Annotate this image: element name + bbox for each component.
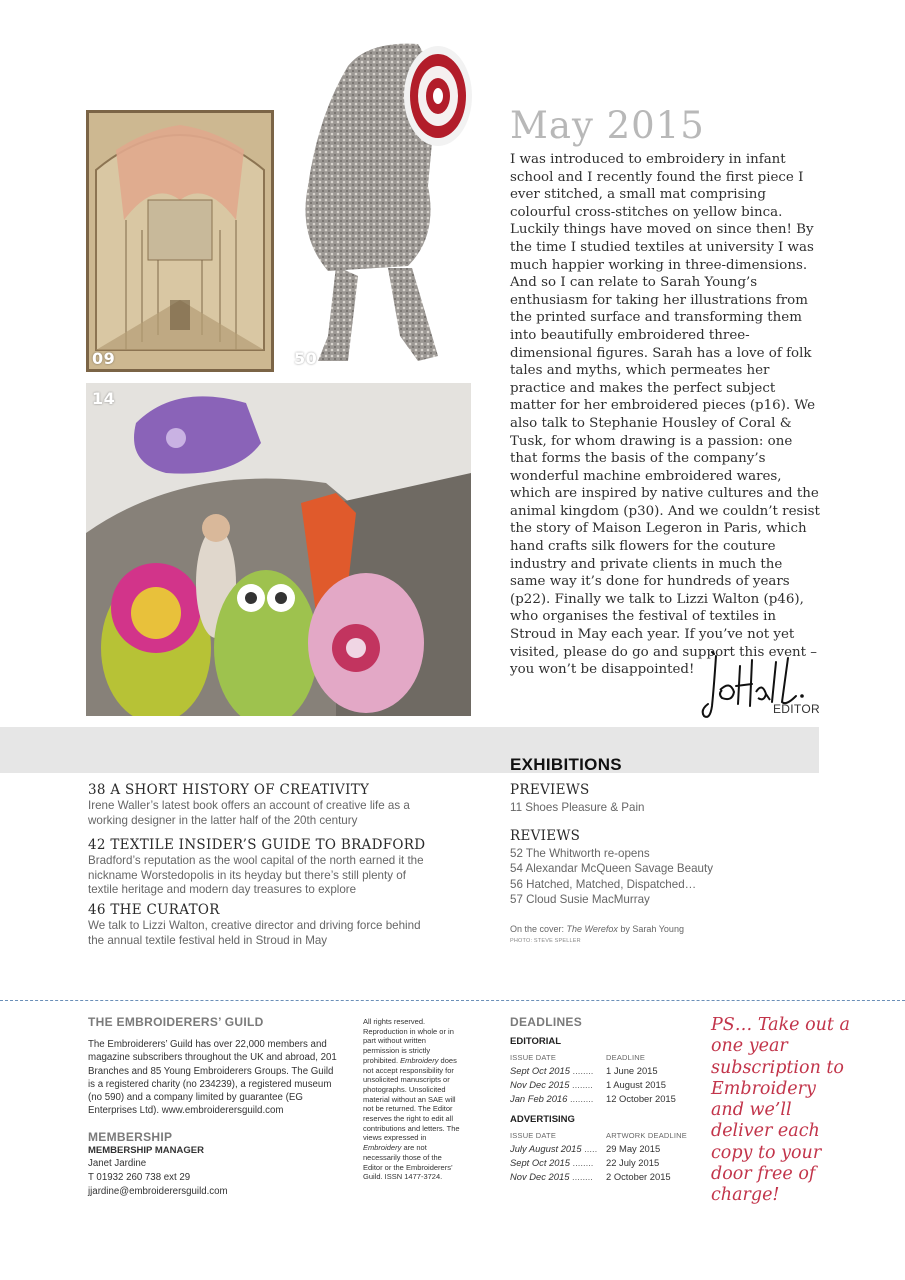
membership-email: jjardine@embroiderersguild.com: [88, 1186, 228, 1197]
deadline-date: 22 July 2015: [606, 1157, 660, 1168]
deadline-date: 29 May 2015: [606, 1143, 661, 1154]
leader-dots: ........: [569, 1065, 594, 1076]
column-header: ARTWORK DEADLINE: [606, 1131, 687, 1140]
cover-prefix: On the cover:: [510, 924, 567, 934]
reviews-list: [510, 846, 713, 907]
column-header: ISSUE DATE: [510, 1053, 557, 1062]
list-item: 11 Shoes Pleasure & Pain: [510, 801, 645, 814]
deadline-date: 2 October 2015: [606, 1171, 671, 1182]
feature-title: 46 THE CURATOR: [88, 902, 220, 918]
feature-item: [88, 782, 438, 828]
feature-description: Bradford’s reputation as the wool capital of the north earned it the nickname Worstedopolis in its heyday but there’s still plenty of textile heritage and modern day treasures to explore: [88, 854, 424, 897]
page-number-label: 50: [294, 349, 318, 368]
leader-dots: .........: [567, 1093, 594, 1104]
deadlines-heading: DEADLINES: [510, 1015, 583, 1029]
issue-date: July August 2015: [510, 1143, 582, 1154]
list-item: 52 The Whitworth re-opens: [510, 847, 650, 860]
deadline-row: [510, 1157, 660, 1168]
rights-notice: [363, 1017, 463, 1182]
editorial-title: May 2015: [510, 104, 705, 147]
previews-list: [510, 800, 645, 815]
issue-date: Jan Feb 2016: [510, 1093, 568, 1104]
rights-text: does not accept responsibility for unsolicited manuscripts or photographs. Unsolicited material without an SAE will not be returned. The Editor reserves the right to edit all contributions and letters. The views expressed in: [363, 1055, 460, 1143]
membership-role: MEMBERSHIP MANAGER: [88, 1145, 204, 1156]
rights-text: are not necessarily those of the Editor or the Embroiderers’ Guild. ISSN 1477-3724.: [363, 1143, 453, 1182]
editorial-body: I was introduced to embroidery in infant school and I recently found the first piece I ever stitched, a small mat comprising colourful cross-stitches on yellow binca. Luckily things have moved on since then! By the time I studied textiles at university I was much happier working in three-dimensions. And so I can relate to Sarah Young’s enthusiasm for taking her illustrations from the printed surface and transforming them into beautifully embroidered three-dimensional figures. Sarah has a love of folk tales and myths, which permeates her practice and makes the perfect subject matter for her embroidered pieces (p16). We also talk to Stephanie Housley of Coral & Tusk, for whom drawing is a passion: one that forms the basis of the company’s wonderful machine embroidered wares, which are inspired by native cultures and the animal kingdom (p30). And we couldn’t resist the story of Maison Legeron in Paris, which hand crafts silk flowers for the couture industry and private clients in much the same way it’s done for hundreds of years (p22). Finally we talk to Lizzi Walton (p46), who organises the festival of textiles in Stroud in May each year. If you’ve not yet visited, please do go and support this event – you won’t be disappointed!: [510, 152, 820, 678]
previews-heading: PREVIEWS: [510, 782, 590, 798]
feature-item: [88, 837, 438, 898]
leader-dots: ........: [569, 1157, 594, 1168]
editor-role: EDITOR: [773, 702, 820, 716]
deadline-row: [510, 1171, 671, 1182]
cover-caption: [510, 924, 684, 934]
cathedral-artwork: [86, 110, 274, 372]
cover-title: The Werefox: [566, 924, 618, 934]
soundsuit-figure-image: [288, 36, 478, 372]
advertising-deadlines-heading: ADVERTISING: [510, 1114, 575, 1125]
deadline-row: [510, 1079, 666, 1090]
reviews-heading: REVIEWS: [510, 828, 581, 844]
column-header: DEADLINE: [606, 1053, 646, 1062]
deadline-date: 12 October 2015: [606, 1093, 676, 1104]
embroidered-animals-image: [86, 383, 471, 716]
list-item: 56 Hatched, Matched, Dispatched…: [510, 877, 697, 891]
deadline-date: 1 June 2015: [606, 1065, 658, 1076]
leader-dots: .....: [581, 1143, 598, 1154]
issue-date: Nov Dec 2015: [510, 1079, 570, 1090]
guild-description: The Embroiderers’ Guild has over 22,000 members and magazine subscribers throughout the UK and abroad, 201 Branches and 85 Young Embroiderers Groups. The Guild is a registered charity (no 234239), a registered museum (no 590) and a company limited by guarantee (EG Enterprises Ltd). www.embroiderersguild.com: [88, 1039, 337, 1117]
animal-cushions-artwork: [86, 383, 471, 716]
feature-title: 38 A SHORT HISTORY OF CREATIVITY: [88, 782, 370, 798]
membership-name: Janet Jardine: [88, 1158, 147, 1169]
cathedral-embroidery-image: [86, 110, 274, 372]
deadline-row: [510, 1065, 658, 1076]
figure-artwork: [288, 36, 478, 372]
cover-suffix: by Sarah Young: [617, 924, 684, 934]
page-number-label: 09: [92, 349, 116, 368]
membership-heading: MEMBERSHIP: [88, 1130, 173, 1144]
guild-heading: THE EMBROIDERERS’ GUILD: [88, 1015, 264, 1029]
feature-item: [88, 902, 438, 948]
leader-dots: ........: [569, 1079, 593, 1090]
exhibitions-heading: EXHIBITIONS: [510, 755, 622, 774]
photo-credit: PHOTO: STEVE SPELLER: [510, 938, 581, 944]
rights-italic: Embroidery: [400, 1055, 439, 1065]
deadline-date: 1 August 2015: [606, 1079, 666, 1090]
deadline-row: [510, 1143, 661, 1154]
leader-dots: ........: [569, 1171, 593, 1182]
rights-text: All rights reserved. Reproduction in whole or in part without written permission is strictly prohibited.: [363, 1017, 454, 1065]
subscription-ps: PS… Take out a one year subscription to Embroidery and we’ll deliver each copy to your door free of charge!: [711, 1015, 850, 1206]
column-header: ISSUE DATE: [510, 1131, 557, 1140]
feature-description: We talk to Lizzi Walton, creative director and driving force behind the annual textile festival held in Stroud in May: [88, 919, 421, 947]
issue-date: Sept Oct 2015: [510, 1065, 570, 1076]
dashed-divider: [0, 1000, 905, 1001]
deadline-row: [510, 1093, 676, 1104]
issue-date: Nov Dec 2015: [510, 1171, 570, 1182]
feature-title: 42 TEXTILE INSIDER’S GUIDE TO BRADFORD: [88, 837, 426, 853]
issue-date: Sept Oct 2015: [510, 1157, 570, 1168]
membership-phone: T 01932 260 738 ext 29: [88, 1172, 191, 1183]
list-item: 54 Alexandar McQueen Savage Beauty: [510, 862, 714, 876]
list-item: 57 Cloud Susie MacMurray: [510, 892, 650, 906]
feature-description: Irene Waller’s latest book offers an account of creative life as a working designer in the latter half of the 20th century: [88, 799, 410, 827]
editorial-deadlines-heading: EDITORIAL: [510, 1036, 562, 1047]
rights-italic: Embroidery: [363, 1143, 402, 1153]
page-number-label: 14: [92, 389, 116, 408]
grey-band: [0, 727, 819, 773]
